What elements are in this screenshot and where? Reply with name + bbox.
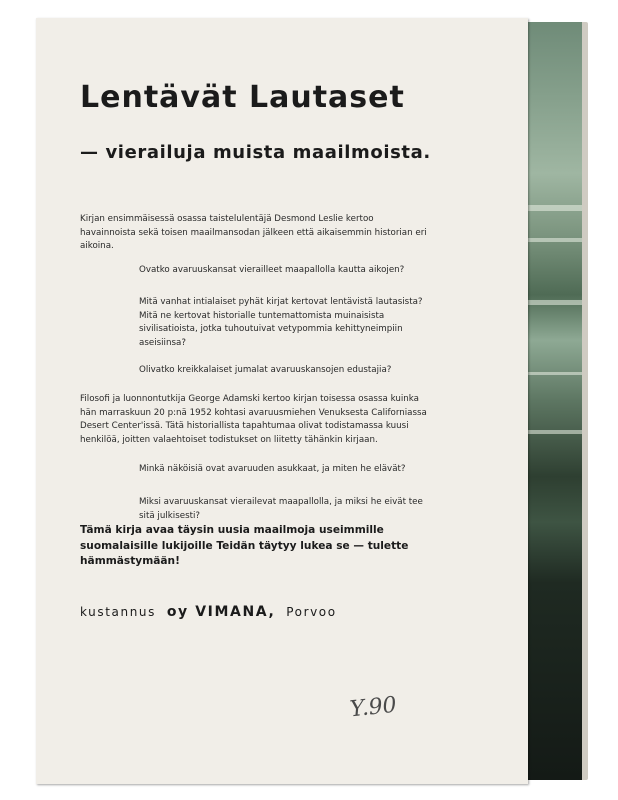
closing-statement: Tämä kirja avaa täysin uusia maailmoja useimmille suomalaisille lukijoille Teidän täytyy lukea se — tulette hämmästymään! — [80, 524, 409, 567]
question-item: Ovatko avaruuskansat vierailleet maapallolla kautta aikojen? — [139, 265, 405, 275]
handwritten-price: Y.90 — [348, 692, 398, 723]
publisher-name: oy VIMANA, — [166, 604, 276, 620]
book-subtitle: — vierailuja muista maailmoista. — [80, 142, 431, 163]
intro-paragraph: Kirjan ensimmäisessä osassa taistelulentäjä Desmond Leslie kertoo havainnoista sekä toisen maailmansodan jälkeen että aikaisemmin historian eri aikoina. — [80, 214, 427, 251]
question-item: Olivatko kreikkalaiset jumalat avaruuskansojen edustajia? — [139, 365, 392, 375]
spine-streak — [527, 238, 582, 242]
spine-streak — [527, 300, 582, 305]
publisher-line — [80, 604, 337, 620]
question-item: Minkä näköisiä ovat avaruuden asukkaat, ja miten he elävät? — [139, 464, 406, 474]
question-item: Miksi avaruuskansat vierailevat maapallolla, ja miksi he eivät tee sitä julkisesti? — [139, 497, 423, 521]
spine-streak — [527, 372, 582, 375]
spine-streak — [527, 430, 582, 434]
book-title: Lentävät Lautaset — [80, 80, 405, 115]
cover-spine-stripe — [527, 22, 582, 780]
publisher-prefix: kustannus — [80, 605, 156, 619]
publisher-city: Porvoo — [286, 605, 337, 619]
spine-streak — [527, 205, 582, 211]
question-item: Mitä vanhat intialaiset pyhät kirjat kertovat lentävistä lautasista? Mitä ne kertovat historialle tuntemattomista muinaisista sivilisatioista, jotka tuhoutuivat vetypommia kehittyneimpiin aseisiinsa? — [139, 297, 423, 348]
second-part-paragraph: Filosofi ja luonnontutkija George Adamski kertoo kirjan toisessa osassa kuinka hän marraskuun 20 p:nä 1952 kohtasi avaruusmiehen Venuksesta Californiassa Desert Center'issä. Tätä historiallista tapahtumaa olivat todistamassa kuusi henkilöä, joitten valaehtoiset todistukset on liitetty tähänkin kirjaan. — [80, 394, 427, 445]
